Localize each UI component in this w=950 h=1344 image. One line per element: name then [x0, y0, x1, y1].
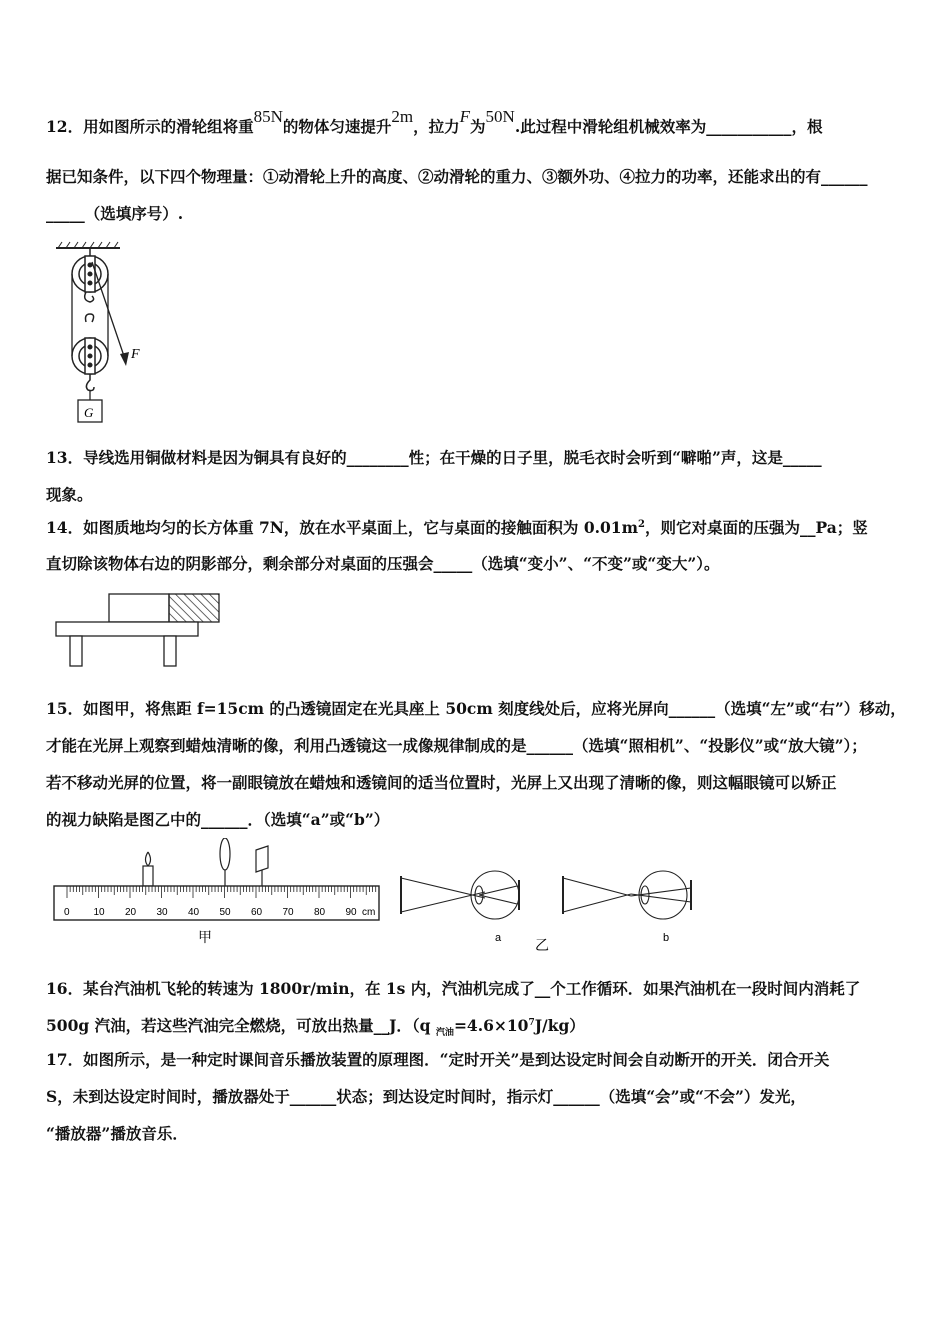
table-leg-right: [164, 636, 176, 666]
q16-text-b: =4.6×10: [453, 1016, 529, 1035]
q15-line1: 15．如图甲，将焦距 f=15cm 的凸透镜固定在光具座上 50cm 刻度线处后，应将光屏向______（选填“左”或“右”）移动，: [46, 699, 906, 718]
ruler-tick-label: 30: [156, 907, 168, 918]
q12-text-e: .此过程中滑轮组机械效率为___________，根: [514, 117, 823, 136]
label-b: b: [663, 932, 670, 944]
q16-text-c: J/kg）: [534, 1016, 585, 1035]
q15-line2: 才能在光屏上观察到蜡烛清晰的像，利用凸透镜这一成像规律制成的是______（选填“照相机”、“投影仪”或“放大镜”）；: [46, 736, 867, 755]
eye-diagrams-figure: [395, 868, 715, 953]
optical-bench-figure: [50, 838, 385, 953]
q16-sub: 汽油: [435, 1028, 454, 1039]
q14-sup: 2: [637, 518, 645, 530]
ruler-tick-label: 60: [251, 907, 263, 918]
q14-line2: 直切除该物体右边的阴影部分，剩余部分对桌面的压强会_____（选填“变小”、“不变”或“变大”）。: [46, 554, 720, 573]
q16-line2: [46, 1014, 585, 1038]
table-block-figure: [52, 590, 227, 670]
q12-line3: _____（选填序号）.: [46, 204, 184, 223]
eye-diagram-a: [401, 871, 519, 919]
label-a: a: [495, 932, 502, 944]
label-jia: 甲: [198, 929, 212, 945]
ruler-tick-label: 70: [282, 907, 294, 918]
q12-force-symbol: F: [459, 107, 471, 126]
q15-line3: 若不移动光屏的位置，将一副眼镜放在蜡烛和透镜间的适当位置时，光屏上又出现了清晰的像，则这幅眼镜可以矫正: [46, 773, 837, 792]
convex-lens: [220, 838, 230, 886]
q13-line2: 现象。: [46, 485, 93, 504]
ruler-tick-label: 90: [345, 907, 357, 918]
ruler-tick-label: 20: [125, 907, 137, 918]
light-screen: [256, 846, 268, 886]
ceiling-hatch: [56, 242, 120, 248]
ruler-tick-label: 40: [188, 907, 200, 918]
ruler-tick-label: 50: [219, 907, 231, 918]
ruler-tick-label: 80: [314, 907, 326, 918]
q12-text-c: ，拉力: [413, 117, 460, 136]
pulley-figure: [50, 238, 150, 428]
q12-text-a: 12．用如图所示的滑轮组将重: [46, 117, 254, 136]
block-remaining: [109, 594, 169, 622]
q12-weight-value: 85N: [253, 107, 283, 126]
ruler-tick-label: 10: [93, 907, 105, 918]
q12-line1: [46, 107, 823, 137]
q12-force-value: 50N: [485, 107, 515, 126]
q17-line2: S，未到达设定时间时，播放器处于______状态；到达设定时间时，指示灯______（选填“会”或“不会”）发光，: [46, 1087, 806, 1106]
ruler-tick-label: 0: [64, 907, 70, 918]
block-shaded-part: [169, 594, 219, 622]
q17-line3: “播放器”播放音乐．: [46, 1124, 188, 1143]
q16-sup: 7: [528, 1017, 535, 1028]
eye-diagram-b: [563, 871, 691, 919]
force-label: F: [131, 347, 140, 362]
q12-line2: 据已知条件，以下四个物理量：①动滑轮上升的高度、②动滑轮的重力、③额外功、④拉力的功率，还能求出的有______: [46, 167, 868, 186]
q16-text-a: 500g 汽油，若这些汽油完全燃烧，可放出热量__J．（q: [46, 1016, 436, 1035]
ruler-unit: cm: [362, 907, 376, 918]
q17-line1: 17．如图所示，是一种定时课间音乐播放装置的原理图．“定时开关”是到达设定时间会自动断开的开关．闭合开关: [46, 1050, 830, 1069]
label-yi: 乙: [535, 937, 549, 953]
candle: [143, 852, 153, 886]
weight-label: G: [84, 405, 94, 420]
q13-line1: 13．导线选用铜做材料是因为铜具有良好的________性；在干燥的日子里，脱毛衣时会听到“噼啪”声，这是_____: [46, 448, 822, 467]
force-arrow: [92, 262, 129, 366]
table-leg-left: [70, 636, 82, 666]
q12-text-d: 为: [470, 117, 486, 136]
q15-line4: 的视力缺陷是图乙中的______．（选填“a”或“b”）: [46, 810, 390, 829]
q14-text-b: ，则它对桌面的压强为__Pa；竖: [644, 518, 868, 537]
q12-height-value: 2m: [391, 107, 414, 126]
q16-line1: 16．某台汽油机飞轮的转速为 1800r/min，在 1s 内，汽油机完成了__个工作循环．如果汽油机在一段时间内消耗了: [46, 979, 861, 998]
q12-text-b: 的物体匀速提升: [282, 117, 392, 136]
q14-line1: [46, 516, 868, 538]
movable-pulley: [72, 314, 108, 391]
table-top: [56, 622, 198, 636]
q14-text-a: 14．如图质地均匀的长方体重 7N，放在水平桌面上，它与桌面的接触面积为 0.01m: [46, 518, 638, 537]
